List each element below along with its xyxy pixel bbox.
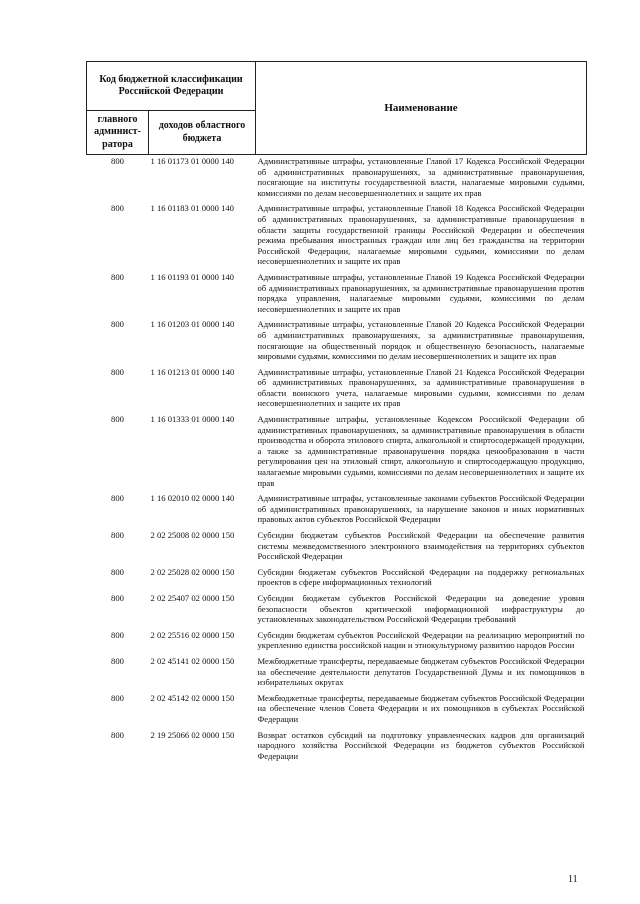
page-number: 11 (568, 874, 578, 885)
table-row (87, 202, 587, 271)
admin-code-cell: 800 (111, 156, 124, 166)
revenue-code-cell: 2 02 45142 02 0000 150 (150, 692, 235, 703)
table-row (87, 692, 587, 729)
revenue-code-cell: 1 16 01213 01 0000 140 (150, 366, 235, 377)
revenue-code-cell: 2 02 25028 02 0000 150 (150, 566, 235, 577)
admin-code-cell: 800 (111, 319, 124, 330)
table-row (87, 529, 587, 566)
admin-code-cell: 800 (111, 366, 124, 377)
table-row (87, 318, 587, 365)
name-column-header: Наименование (256, 62, 587, 155)
admin-code-cell: 800 (111, 729, 124, 740)
budget-classification-table (86, 61, 587, 765)
classification-group-header: Код бюджетной классификации Российской Федерации (87, 62, 256, 111)
admin-code-cell: 800 (111, 414, 124, 425)
revenue-name-cell: Административные штрафы, установленные Кодексом Российской Федерации об административных правонарушениях, за административные правонарушения в области производства и оборота этилового спирта, алкогольной и спиртосодержащей продукции, а также за административные правонарушения порядка ценообразования в части регулирования цен на этиловый спирт, алкогольную и спиртосодержащую продукцию, налагаемые мировыми судьями, комиссиями по делам несовершеннолетних и защите их прав (257, 414, 585, 488)
admin-code-cell: 800 (111, 493, 124, 504)
revenue-code-cell: 1 16 01193 01 0000 140 (150, 271, 234, 282)
admin-code-cell: 800 (111, 592, 124, 603)
table-row (87, 366, 587, 413)
table-row (87, 592, 587, 629)
revenue-code-cell: 2 02 25407 02 0000 150 (150, 592, 235, 603)
table-header (87, 62, 587, 155)
table-body (87, 155, 587, 766)
table-row (87, 729, 587, 766)
revenue-name-cell: Субсидии бюджетам субъектов Российской Федерации на доведение уровня безопасности объектов критической информационной инфраструктуры до установленных законодательством Российской Федерации требований (257, 592, 585, 625)
table-row (87, 655, 587, 692)
table-row (87, 271, 587, 318)
revenue-name-cell: Административные штрафы, установленные Главой 17 Кодекса Российской Федерации об административных правонарушениях, за административные правонарушения, посягающие на институты государственной власти, налагаемые мировыми судьями, комиссиями по делам несовершеннолетних и защите их прав (257, 156, 585, 198)
revenue-name-cell: Административные штрафы, установленные законами субъектов Российской Федерации об административных правонарушениях, за нарушение законов и иных нормативных правовых актов субъектов Российской Федерации (257, 493, 585, 525)
admin-code-cell: 800 (111, 692, 124, 703)
code-column-header: доходов областного бюджета (149, 111, 256, 155)
revenue-name-cell: Административные штрафы, установленные Главой 18 Кодекса Российской Федерации об административных правонарушениях, за административные правонарушения в области защиты государственной границы Российской Федерации и обеспечения режима пребывания иностранных граждан или лиц без гражданства на территории Российской Федерации, налагаемые мировыми судьями, комиссиями по делам несовершеннолетних и защите их прав (257, 203, 585, 267)
revenue-name-cell: Субсидии бюджетам субъектов Российской Федерации на реализацию мероприятий по укреплению единства российской нации и этнокультурному развитию народов России (257, 629, 585, 651)
table-row (87, 566, 587, 592)
admin-code-cell: 800 (111, 203, 124, 214)
admin-code-cell: 800 (111, 566, 124, 577)
revenue-name-cell: Административные штрафы, установленные Главой 21 Кодекса Российской Федерации об административных правонарушениях, за административные правонарушения в области воинского учета, налагаемые мировыми судьями, комиссиями по делам несовершеннолетних и защите их прав (257, 366, 585, 409)
revenue-name-cell: Административные штрафы, установленные Главой 20 Кодекса Российской Федерации об административных правонарушениях, за административные правонарушения, посягающие на общественный порядок и общественную безопасность, налагаемые мировыми судьями, комиссиями по делам несовершеннолетних и защите их прав (257, 319, 585, 362)
revenue-name-cell: Возврат остатков субсидий на подготовку управленческих кадров для организаций народного хозяйства Российской Федерации из бюджетов субъектов Российской Федерации (257, 729, 585, 761)
revenue-name-cell: Административные штрафы, установленные Главой 19 Кодекса Российской Федерации об административных правонарушениях, за административные правонарушения против порядка управления, налагаемые мировыми судьями, комиссиями по делам несовершеннолетних и защите их прав (257, 271, 585, 314)
revenue-name-cell: Субсидии бюджетам субъектов Российской Федерации на обеспечение развития системы межведомственного электронного взаимодействия на территориях субъектов Российской Федерации (257, 530, 585, 562)
revenue-code-cell: 2 02 25008 02 0000 150 (150, 530, 235, 540)
revenue-name-cell: Межбюджетные трансферты, передаваемые бюджетам субъектов Российской Федерации на обеспечение деятельности депутатов Государственной Думы и их помощников в избирательных округах (257, 655, 585, 688)
table-row (87, 492, 587, 529)
table-row (87, 155, 587, 203)
revenue-code-cell: 1 16 02010 02 0000 140 (150, 493, 235, 504)
admin-code-cell: 800 (111, 271, 124, 282)
revenue-code-cell: 1 16 01333 01 0000 140 (150, 414, 235, 425)
admin-code-cell: 800 (111, 655, 124, 666)
revenue-code-cell: 1 16 01203 01 0000 140 (150, 319, 235, 330)
revenue-code-cell: 2 02 25516 02 0000 150 (150, 629, 235, 640)
table-row (87, 629, 587, 655)
revenue-code-cell: 2 19 25066 02 0000 150 (150, 729, 235, 740)
admin-code-cell: 800 (111, 530, 124, 540)
admin-column-header: главного админист-ратора (87, 111, 149, 155)
revenue-code-cell: 1 16 01173 01 0000 140 (150, 156, 234, 166)
revenue-code-cell: 2 02 45141 02 0000 150 (150, 655, 235, 666)
admin-code-cell: 800 (111, 629, 124, 640)
revenue-name-cell: Субсидии бюджетам субъектов Российской Федерации на поддержку региональных проектов в сфере информационных технологий (257, 566, 585, 588)
table-row (87, 413, 587, 492)
revenue-code-cell: 1 16 01183 01 0000 140 (150, 203, 234, 214)
revenue-name-cell: Межбюджетные трансферты, передаваемые бюджетам субъектов Российской Федерации на обеспечение членов Совета Федерации и их помощников в субъектах Российской Федерации (257, 692, 585, 724)
